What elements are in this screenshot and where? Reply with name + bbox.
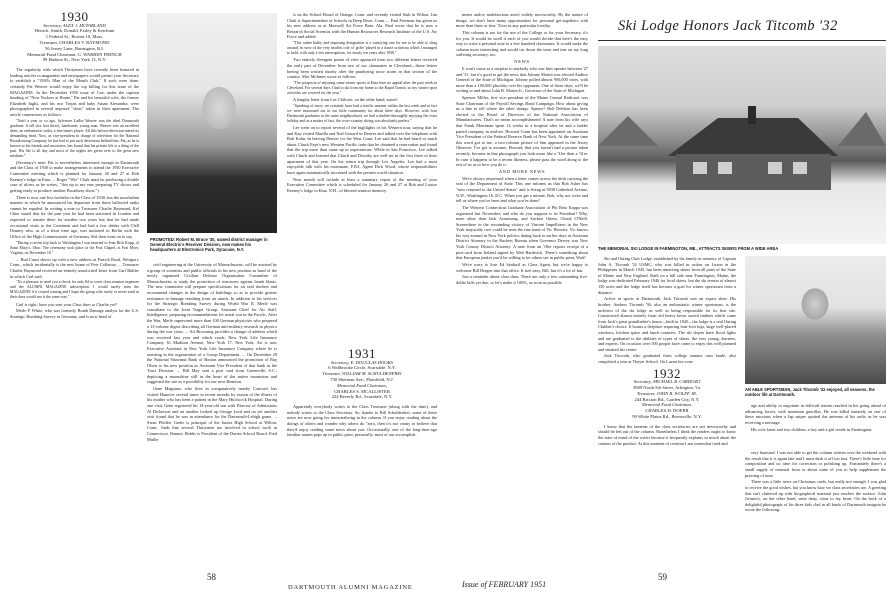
photo-ski-lodge bbox=[598, 46, 886, 244]
officer-line: 3909 North 5th Street, Arlington, Va. bbox=[632, 385, 702, 391]
class-year-heading: 1930 bbox=[60, 12, 89, 24]
officer-line: 99 Hudson St., New York 13, N.Y. bbox=[42, 57, 107, 63]
column-body-news bbox=[456, 66, 588, 168]
officer-line: 224 Beverly Rd., Scarsdale, N.Y. bbox=[331, 394, 393, 400]
column-body-top bbox=[287, 12, 437, 343]
paragraph: Spencer Miller, first vice-president of the Maine Central Railroad, was State Chairman of the Payroll Savings Bond Campaign. How about giving us a line to tell where the other doings. Spence? Bob Dehlsen has been elected to the Board of Directors of the National Association of Manufacturers. That's no mean accomplishment! A note from his wife says that Frank Merriman spent 14 weeks in a hospital after he and a ladder parted company in mid-air. Howard Cram has been appointed an Assistant Vice President of the Federal Reserve Bank of New York. At the same time this word got to me, a two-column picture of him appeared in the Jersey Observer. I've got to assume, Howard, that you haven't had a picture taken recently, because in that photograph you look more like a '31er than a '31er. In case it happens to be a recent likeness, please pass the word along to the rest of us as to how you do it. bbox=[456, 95, 588, 168]
paragraph: ments and/or malefactions aren't widely newsworthy. By the nature of things, we don't have many opportunities for personal get-togethers with more than three or four '31ers in any particular locality. bbox=[456, 12, 588, 29]
paragraph: His wife Janet and two children, a boy and a girl reside in Farmington. bbox=[751, 426, 873, 432]
paragraph: Ski and Outing Club Lodge, established by his family in memory of Captain John A. Titcomb '32 USMC, who was killed in action on Luzon in the Philippines in March 1945, has been attracting skiers from all parts of the State of Maine and New England. Built on a hill side near Farmington, Maine, the lodge was dedicated February 1946 for local skiers, but the ski terrain of almost 150 acres and the lodge itself has become a goal for winter sportsmen from a distance. bbox=[598, 256, 736, 295]
officer-line: 99 White Plains Rd., Bronxville, N.Y. bbox=[632, 414, 702, 420]
class-year-heading: 1931 bbox=[348, 346, 376, 361]
subhead-more-news: AND MORE NEWS bbox=[498, 168, 546, 174]
paragraph: Jack Titcomb, who graduated from college summa cum laude, also completed a year at Thayer School. On Luzon his-cour- bbox=[598, 353, 736, 365]
article-body-end bbox=[745, 403, 886, 432]
paragraph: Gene Magnano, who lives in comparatively nearby Concord, has visited Hanover several times in recent months by reason of the illness of his mother who has been a patient in the Mary Hitchcock Hospital. During one visit, Gene registered his 14-year-old son with Director of Admissions Al Dickerson and on another looked up George Lord and on yet another visit found that he was in attendance for the Dartmouth-Lehigh game. ... Swan Pfeiffer Grebe is principal of the Junior High School at Wilton, Conn., finds that several Thirtymen are involved in school work in Connecticut. Ranney Hobbs is President of the Darien School Board. Fred Muller bbox=[147, 386, 277, 442]
paragraph: A lengthy letter from Lee Chilcote, on the other hand, stated: bbox=[293, 97, 398, 103]
officer-line: Memorial Fund Chairman, bbox=[642, 402, 692, 408]
officer-line: Treasurer, CHARLES V. RAYMOND bbox=[39, 39, 110, 45]
paragraph: Lee went on to report several of the highlights of his Western tour, saying that he and Kay visited Marilla and Ned Gerrard in Denver and talked over the telephone with Bob Kohn. In leaving Denver for the West Coast, Lee said that he had heard so much about Chuck Faye's new Western Pacific train that he obtained a reservation and found that the trip more than came up to expectations. While in San Francisco, Lee talked with Chuck and learned that Chuck and Dorothy are well set in the first three of their apartment of this year. On his return trip through Los Angeles, Lee had a most enjoyable talk with his roommate, F.B.I. Agent Dick Wood, whose responsibilities have again automatically increased with the present world situation. bbox=[287, 125, 437, 175]
class-officers bbox=[598, 379, 736, 420]
column-body bbox=[598, 424, 736, 446]
column-body bbox=[10, 67, 139, 319]
column-ski-article bbox=[598, 256, 736, 572]
officer-line: Secretary, MICHAEL B. CARDOZO bbox=[633, 379, 701, 385]
paragraph: "It's a pleasure to send you a check for only $4 to cover class reunion expenses and the ALUMNI MAGAZINE subscription. I would surely miss the MAGAZINE if it ceased coming and I hope the group who rarely or never send in their dues would see it the same way." bbox=[10, 280, 139, 300]
officer-line: CHARLES S. MCALLISTER bbox=[334, 388, 390, 394]
officer-line: 56 Jersey Lane, Barrington, R.I. bbox=[45, 45, 104, 51]
paragraph: Two entirely divergent points of view appeared from two different letters received the early part of December from two of our classmates in Cleveland—those letters having been written shortly after the paralyzing snow storm in that section of the country. Mac McInnes wrote as follows: bbox=[287, 57, 437, 80]
officer-line: Secretary, E. DOUGLAS HOOKS bbox=[331, 359, 393, 365]
article-body bbox=[598, 256, 736, 365]
titcomb-caption: AN ABLE SPORTSMAN, Jack Titcomb '32 enjoyed, all seasons, the outdoor life at Dartmouth. bbox=[745, 387, 875, 398]
officer-line: Memorial Fund Chairman, G. WARREN FRENCH bbox=[27, 51, 122, 57]
article-headline: Ski Lodge Honors Jack Titcomb '32 bbox=[618, 18, 838, 34]
paragraph: (Secretary's note: Pat is nevertheless interested enough in Dartmouth and the Class of 1930 to make arrangements to attend the 1930 Executive Committee meeting which is planned for January 26 and 27 at Bob Keeney's lodge in Etna. ... Roger "Wiz" Clark must be producing a double case of ulcers as he writes, "Am up to my ears preparing TV shows and getting ready to produce another Broadway show.") bbox=[10, 159, 139, 193]
page-number: 59 bbox=[658, 572, 667, 582]
paragraph: Just a reminder about class dues. There are only a few outstanding five-dollar bills yet due, so let's make it 100%, as soon as possible. bbox=[456, 274, 588, 285]
photo-caption: PROMOTED: Robert M. Bruce '30, named district manager in General Electric's Receiver Division, now makes his headquarters at Electronics Park, Syracuse, N.Y. bbox=[150, 237, 268, 253]
paragraph: age and ability to negotiate in difficult terrain resulted in his going ahead of advancing forces, with mountain guerillas. He was killed instantly on one of these missions when a Jap sniper spotted the antenna of his radio as he was receiving a message. bbox=[745, 403, 886, 425]
column-body-top bbox=[456, 12, 588, 58]
class-year-heading: 1932 bbox=[653, 365, 681, 381]
paragraph: The Western Connecticut Graduate Association of Phi Beta Kappa was organized last November, and who do you suppose is its President? Why, none other than Jack Armstrong, and Sucken Oriem, Chuck O'Neill. Somewhere in the resounding victory of Vincent Impellitteri in the New York mayoralty race could be seen the fine hand of Vic Herwitz. Vic knows his way around in New York politics dating back to earlier days as Assistant District Attorney in the Rackets Bureau when Governor Dewey was New York County District Attorney. A note from an '18er reports receipt of a post-card from Ireland signed by Walt Hardwick. There's something about that European junket you'd be willing to let others see in public print, Walt? bbox=[456, 204, 588, 261]
paragraph: civil engineering at the University of Massachusetts, will be assisted by a group of scientists and public officials in his new position as head of the newly organized Civilian Defense Organization Committee of Massachusetts to study the protection of structures against bomb blasts. The new committee will prepare specifications for air raid shelters and recommend changes in the design of buildings so as to provide greater resistance to damage resulting from air attack. In addition to his services for the Strategic Bombing Survey during World War II, Merle was consultant to the Joint Target Group, Assistant Chief for Air Staff, Intelligence, preparing recommendations for aerial war in the Pacific. After the War, Merle supervised more than 100 German physicists who prepared a 13-volume digest describing all German anti-military research in physics during the war years. ... Art Browning provides a change of address which was received last year and which reads: New York Life Insurance Company, 61 Madison Avenue, New York 17, New York. Art is now Executive Assistant in New York Life Insurance Company where he is assisting in the organization of a Group Department. ... On December 29 the National Shawmut Bank of Boston announced the promotion of Ray Olsen to his new position as Assistant Vice President of that bank in the Trust Division. ... Bill May sent a post card from Greenville, S.C., depicting a moonshine still in the heart of the native mountains and suggested the site as a possibility for our next Reunion. bbox=[147, 262, 277, 385]
paragraph: "Until a year or so ago, Sylvester Laflin Weaver was the ideal Dartmouth graduate. A tall (six foot three), handsome, young man, Weaver was an excellent skier, an enthusiastic sailor, a fine tennis player. All this before television reared its demanding head. Now, as vice-president in charge of television for the National Broadcasting Company, he has had to put such diversions behind him. Pat, as he is known to his friends and associates, has found that his private life is a thing of the past. His life is all day and most of the nights are given over to the great new medium." bbox=[10, 118, 139, 158]
column-body-more bbox=[456, 176, 588, 286]
paragraph: There was a little news on Christmas cards, but really not enough. I was glad to receive the good wishes, but you know how we class secretaries are. A greeting that isn't cluttered up with biographical material just touches the surface. John Grimes's, on the other hand, went deep, close to my heart. On the back of a delightful photograph of his three kids clad in all kinds of Dartmouth insignia he wrote the following: bbox=[745, 479, 886, 513]
column-class-1932-cont bbox=[745, 403, 886, 573]
ski-lodge-caption: THE MEMORIAL SKI LODGE IN FARMINGTON, ME., ATTRACTS SKIERS FROM A WIDE AREA bbox=[598, 246, 779, 251]
column-middle bbox=[147, 262, 277, 572]
paragraph: We're sorry to lose Ed Stoduril as Class Agent, but we're happy to welcome Bill Bergen into that office. It isn't easy, Bill, but it's a lot of fun. bbox=[456, 262, 588, 273]
ski-lodge-illustration bbox=[598, 46, 886, 244]
paragraph: "This rather bulky and imposing designation is a satisfying one for me to be able to sling around, in view of the very modest role of 'gofer' played in a dance orchestra which I managed to hold, with only a few interruptions, for nearly ten years after 1930." bbox=[287, 41, 437, 56]
paragraph: Next month will include at least a summary report of the meeting of your Executive Committee which is scheduled for January 26 and 27 at Bob and Louise Keeney's lodge in Etna, N.H., of blessed reunion memory. bbox=[287, 176, 437, 193]
paragraph: Apparently everybody writes to the Class Treasurer (along with the dues), and nobody writes to the Class Secretary. So, thanks to Bill Schuldenfrei, some of these notes are now going for immortalizing in the column. If you enjoy reading about the doings of others and wonder why others do "zero, then it's not vanity to believe that they'd enjoy reading some news about you. Occasionally, one of the long-time-ago familiar names pops up in public print; personally, most of our accomplish- bbox=[287, 404, 437, 438]
column-class-1931-cont bbox=[456, 12, 588, 572]
officer-line: Treasurer, JOHN R. WOLFF JR. bbox=[636, 390, 697, 396]
officer-line: 6 Wallbrooke Circle, Scarsdale, N.Y. bbox=[328, 365, 396, 371]
paragraph: "During a recent trip back to Washington I was married to Jean Rich Kopp, of Saint Mary's, Ohio. The ceremony took place at the Post Chapel, at Fort Myer, Virginia, on November 18." bbox=[10, 240, 139, 255]
paragraph: "The prospects of enjoying some winter sports at Etna have no appeal after the past week in Cleveland. For several days I had to ski from my home to the Rapid Transit, so my winter sport activities are covered for the year." bbox=[287, 80, 437, 95]
photo-robert-bruce bbox=[147, 13, 277, 233]
officer-line: Secretary, ALEX J. MCFARLAND bbox=[43, 22, 106, 28]
column-body bbox=[745, 450, 886, 513]
paragraph: "Speaking of snow, we certainly have had a terrific amount within the last week and in fact we were marooned out in our little community for about three days. However, with four Dartmouth graduates in the same neighborhood, we had a double-thoroughly enjoying the extra holiday and as a matter of fact, the cross-country skiing was absolutely perfect." bbox=[287, 103, 437, 123]
subhead-news: NEWS bbox=[514, 59, 530, 65]
officer-line: CHARLES D. DOERR bbox=[645, 408, 689, 414]
paragraph: We're always impressed when a letter comes across the desk carrying the seal of the Department of State. This one informs us that Bob Asher has "now returned to the United States" and is living at 5838 Cathedral Avenue, N.W., Washington 16, D.C. When you get a minute, Bob, why not write and tell us where you've been and what you've done? bbox=[456, 175, 588, 204]
paragraph: very harassed. I was not able to get the column written over the weekend with the result that it is again late and I must dash it off too fast. There's little time for composition and no time for correction or polishing up. Fortunately there's a small supply of material from or about some of you to help supplement the pressing of time. bbox=[745, 450, 886, 478]
paragraph: is on the School Board of Orange, Conn. and recently visited Stub in Wilton. Jim Clark is Superintendent of Schools in Deep River, Conn. ... Paul Freeman has given us his new address as at Maxwell Air Force Base, Ala. Paul wrote that he is now a Research Social Scientist with the Human Resources Research Institute of the U.S. Air Force and added: bbox=[287, 12, 437, 40]
column-class-1930 bbox=[10, 12, 139, 582]
magazine-footer: DARTMOUTH ALUMNI MAGAZINE bbox=[288, 584, 413, 591]
column-body bbox=[287, 404, 437, 438]
paragraph: I know that the laments of the class secretaries are not newsworthy and should be left out of the column. Nonetheless I think the readers ought to know the state of mind of the writer because it frequently explains so much about the content of the product. At this moment of creation I am somewhat tired and bbox=[598, 423, 736, 446]
photo-jack-titcomb bbox=[745, 256, 886, 384]
paragraph: Active in sports at Dartmouth, Jack Titcomb was an expert skier. His brother, Andrew Titcomb '36, also an enthusiastic winter sportsman, is the architect of the ski lodge as well as being responsible for its fine site. Constructed almost entirely from old heavy hewn sawed timbers which came from Jack's great grandfather's house—built in 1845—the lodge is a real Outing Clubber's choice. It boasts a fireplace requiring four-foot logs, large well-placed windows, kitchen space and lunch counters. The ski slopes have flood lights and are graduated to the abilities of types of skiers: the very young, learners, and experts. On occasion over 500 people have come to enjoy this well planned and situated ski center. bbox=[598, 296, 736, 352]
officer-line: 1 Federal St., Boston 10, Mass. bbox=[45, 34, 104, 40]
column-class-1931 bbox=[287, 12, 437, 582]
issue-date: Issue of FEBRUARY 1951 bbox=[462, 580, 547, 589]
paragraph: Carl is right; have you sent your Class dues to Charlie yet? bbox=[16, 301, 118, 307]
class-officers bbox=[287, 360, 437, 401]
paragraph: There is now one less bachelor in the Class of 1930, but the nonchalant manner in which he announced his departure from those hallowed ranks cannot be equaled. In writing a note to Treasurer Charlie Raymond, Kel Cline stated that for the past year he had been stationed in London and expected to remain there for another two years but that he had made occasional visits to the Continent and had had a few drinks with Clell Denney who, as of a short time ago, was stationed in Berlin with the Office of the High Commissioner of Germany. Kel then went on to say, bbox=[10, 194, 139, 239]
class-officers bbox=[10, 23, 139, 64]
paragraph: Merle P. White, who was formerly Bomb Damage analyst for the U.S. Strategic Bombing Survey in Germany, and is now head of bbox=[10, 308, 139, 319]
paragraph: ... Bud Caust shows up with a new address at Partick Road, Westport, Conn., which incidentally is the new home of Pete Callaway. ... Treasurer Charlie Raymond received an entirely unsolicited letter from Carl Buhler in which Carl said: bbox=[10, 256, 139, 279]
officer-line: Memorial Fund Chairman, bbox=[337, 382, 387, 388]
paragraph: The regularity with which Thirtymen have recently been featured in leading articles in magazines and newspapers would permit your Secretary to establish a "1930's Man of the Month Club." If such were done, certainly Pat Weaver would enjoy the top billing for this issue of the MAGAZINE. In the December 1950 issue of Cue, under the caption heading of "New Yorkers at Home," Pat and his beautiful wife, the former Elizabeth Inglis, and his two Trojan and baby Susan Alexandra, were photographed in several unposed "shots" taken in their apartment. The article commences as follows: bbox=[10, 67, 139, 117]
officer-line: Herrick, Smith, Donald, Farley & Ketchum bbox=[34, 28, 115, 34]
officer-line: 730 Sherman Ave., Plainfield, N.J. bbox=[330, 376, 394, 382]
paragraph: It won't come as a surprise to anybody who saw him operate between '27 and '31, but it's good to get the news that Johnny Martin was elected Auditor General of the State of Michigan. Johnny polled almost 900,000 votes, with more than a 100,000 plurality over his opponent. One of these days, we'll be writing to and about John B. Martin Jr., Governor of the State of Michigan. bbox=[456, 65, 588, 94]
right-page bbox=[448, 0, 896, 600]
page-number: 58 bbox=[207, 572, 216, 582]
paragraph: This column is not for the use of the College or for your Secretary, it's for you. It would be swell if each of you would decide that here's the easy way to write a personal note to a few hundred classmates. It would make the column more interesting and would cut down the wear and tear on my long suffering secretary, too. bbox=[456, 29, 588, 58]
officer-line: Treasurer, WILLIAM M. SCHULDENFREI bbox=[322, 371, 402, 377]
headline-rule bbox=[598, 40, 886, 41]
officer-line: 244 Brixton Rd., Garden City, N.Y. bbox=[634, 396, 700, 402]
